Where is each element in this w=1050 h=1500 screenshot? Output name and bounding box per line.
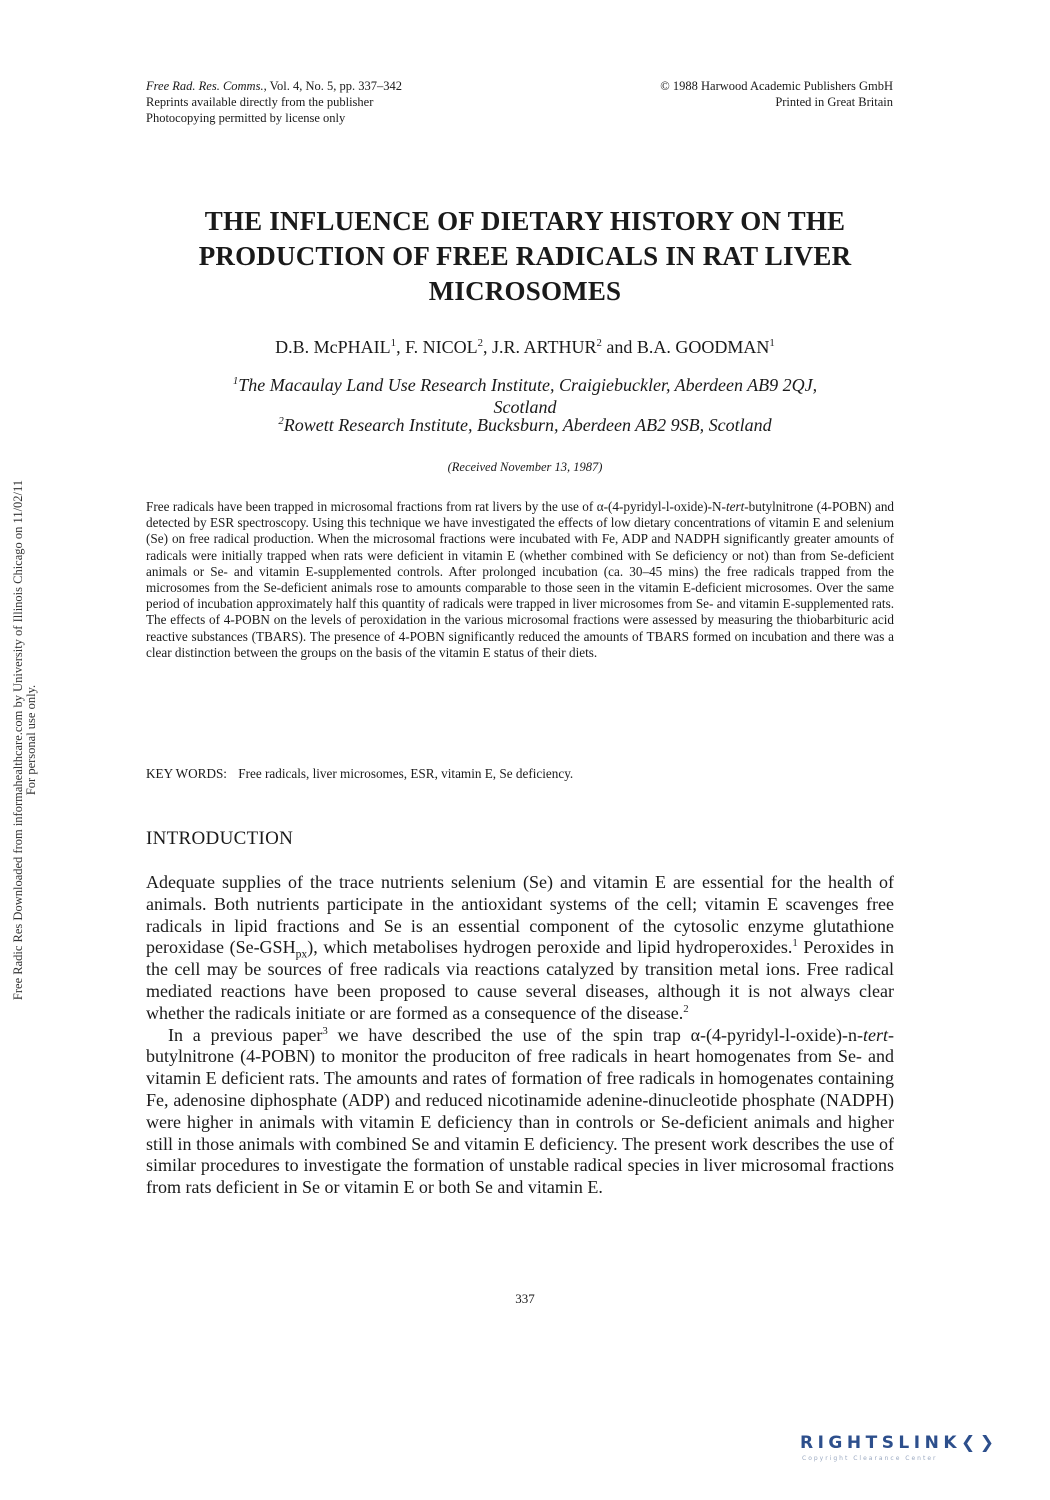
page-number: 337 bbox=[515, 1291, 535, 1306]
reference-marker: 1 bbox=[792, 937, 798, 950]
publisher-header bbox=[660, 78, 893, 110]
printed-note: Printed in Great Britain bbox=[775, 95, 893, 109]
abstract: Free radicals have been trapped in microsomal fractions from rat livers by the use of α-(4-pyridyl-l-oxide)-N-tert-butylnitrone (4-POBN) and detected by ESR spectroscopy. Using this technique we have investigated the effects of low dietary concentrations of vitamin E and selenium (Se) on free radical production. When the microsomal fractions were incubated with Fe, ADP and NADPH significantly greater amounts of radicals were initially trapped when rats were deficient in vitamin E (whether combined with Se deficiency or not) than from Se-deficient animals or Se- and vitamin E-supplemented controls. After prolonged incubation (ca. 30–45 mins) the free radicals trapped from the microsomes from the Se-deficient animals rose to amounts comparable to those seen in the vitamin E-deficient microsomes. Over the same period of incubation approximately half this quantity of radicals were trapped in liver microsomes from Se- and vitamin E-supplemented rats. The effects of 4-POBN on the levels of peroxidation in the various microsomal fractions were assessed by measuring the thiobarbituric acid reactive substances (TBARS). The presence of 4-POBN significantly reduced the amounts of TBARS formed on incubation and there was a clear distinction between the groups on the basis of the vitamin E status of their diets. bbox=[146, 499, 895, 660]
title-line: PRODUCTION OF FREE RADICALS IN RAT LIVER bbox=[198, 241, 852, 271]
rightslink-logo[interactable] bbox=[800, 1433, 1030, 1473]
affiliation-marker: 2 bbox=[477, 337, 484, 349]
affiliation-2 bbox=[130, 414, 920, 436]
author-name: , F. NICOL bbox=[396, 337, 478, 357]
reference-marker: 3 bbox=[322, 1024, 328, 1037]
paper-title bbox=[130, 204, 920, 309]
keywords bbox=[146, 766, 894, 782]
title-line: MICROSOMES bbox=[428, 276, 622, 306]
copyright-note: © 1988 Harwood Academic Publishers GmbH bbox=[660, 79, 893, 93]
author-list bbox=[130, 336, 920, 358]
photocopying-note: Photocopying permitted by license only bbox=[146, 111, 346, 125]
journal-header bbox=[146, 78, 402, 126]
journal-citation bbox=[146, 78, 402, 94]
author-name: and B.A. GOODMAN bbox=[601, 337, 770, 357]
introduction-body bbox=[146, 872, 894, 1199]
reprints-note: Reprints available directly from the publisher bbox=[146, 95, 374, 109]
rightslink-subtitle: Copyright Clearance Center bbox=[802, 1455, 938, 1462]
download-stamp-text: Free Radic Res Downloaded from informahealthcare.com by University of Illinois Chicago on 11/02/11 For personal use only. bbox=[11, 479, 38, 1001]
download-stamp bbox=[0, 0, 50, 1500]
affiliation-text: The Macaulay Land Use Research Institute, Craigiebuckler, Aberdeen AB9 2QJ, bbox=[238, 375, 818, 395]
received-date: (Received November 13, 1987) bbox=[447, 460, 603, 474]
author-name: D.B. McPHAIL bbox=[275, 337, 391, 357]
affiliation-marker: 1 bbox=[769, 337, 775, 349]
journal-details: , Vol. 4, No. 5, pp. 337–342 bbox=[263, 79, 403, 93]
reference-marker: 2 bbox=[683, 1002, 689, 1015]
affiliation-marker: 1 bbox=[232, 375, 239, 387]
affiliation-marker: 2 bbox=[278, 415, 284, 427]
affiliation-text: Rowett Research Institute, Bucksburn, Aberdeen AB2 9SB, Scotland bbox=[283, 415, 772, 435]
rightslink-arrow-icon: ❮❯ bbox=[961, 1433, 999, 1453]
rightslink-wordmark: RIGHTSLINK❮❯ bbox=[800, 1433, 999, 1453]
section-heading: INTRODUCTION bbox=[146, 828, 294, 849]
title-line: THE INFLUENCE OF DIETARY HISTORY ON THE bbox=[204, 206, 846, 236]
paragraph: Adequate supplies of the trace nutrients selenium (Se) and vitamin E are essential for the health of animals. Both nutrients participate in the antioxidant systems of the cell; vitamin E scavenges free radicals in lipid fractions and Se is an essential component of the cytosolic enzyme glutathione peroxidase $(Se-GSH_{px})$, which metabolises hydrogen peroxide and lipid hydroperoxides.$^1$ Peroxides in the cell may be sources of free radicals via reactions catalyzed by transition metal ions. Free radical mediated reactions have been proposed to cause several diseases, although it is not always clear whether the radicals initiate or are formed as a consequence of the disease.$^2$ bbox=[146, 872, 894, 1023]
keywords-text: Free radicals, liver microsomes, ESR, vitamin E, Se deficiency. bbox=[238, 766, 574, 781]
affiliation-1 bbox=[130, 374, 920, 418]
author-name: , J.R. ARTHUR bbox=[483, 337, 597, 357]
keywords-label: KEY WORDS: bbox=[146, 766, 227, 781]
paragraph: In a previous paper$^3$ we have described the use of the spin trap α-(4-pyridyl-l-oxide)-n-tert-butylnitrone (4-POBN) to monitor the produciton of free radicals in heart homogenates from Se- and vitamin E deficient rats. The amounts and rates of formation of free radicals in homogenates containing Fe, adenosine diphosphate (ADP) and reduced nicotinamide adenine-dinucleotide phosphate (NADPH) were higher in animals with vitamin E deficiency than in controls or Se-deficient animals and higher still in those animals with combined Se and vitamin E deficiency. The present work describes the use of similar procedures to investigate the formation of unstable radical species in liver microsomal fractions from rats deficient in Se or vitamin E or both Se and vitamin E. bbox=[146, 1024, 894, 1198]
affiliation-text: Scotland bbox=[493, 397, 557, 417]
affiliation-marker: 2 bbox=[596, 337, 602, 349]
affiliation-marker: 1 bbox=[390, 337, 397, 349]
journal-name: Free Rad. Res. Comms. bbox=[146, 79, 264, 93]
